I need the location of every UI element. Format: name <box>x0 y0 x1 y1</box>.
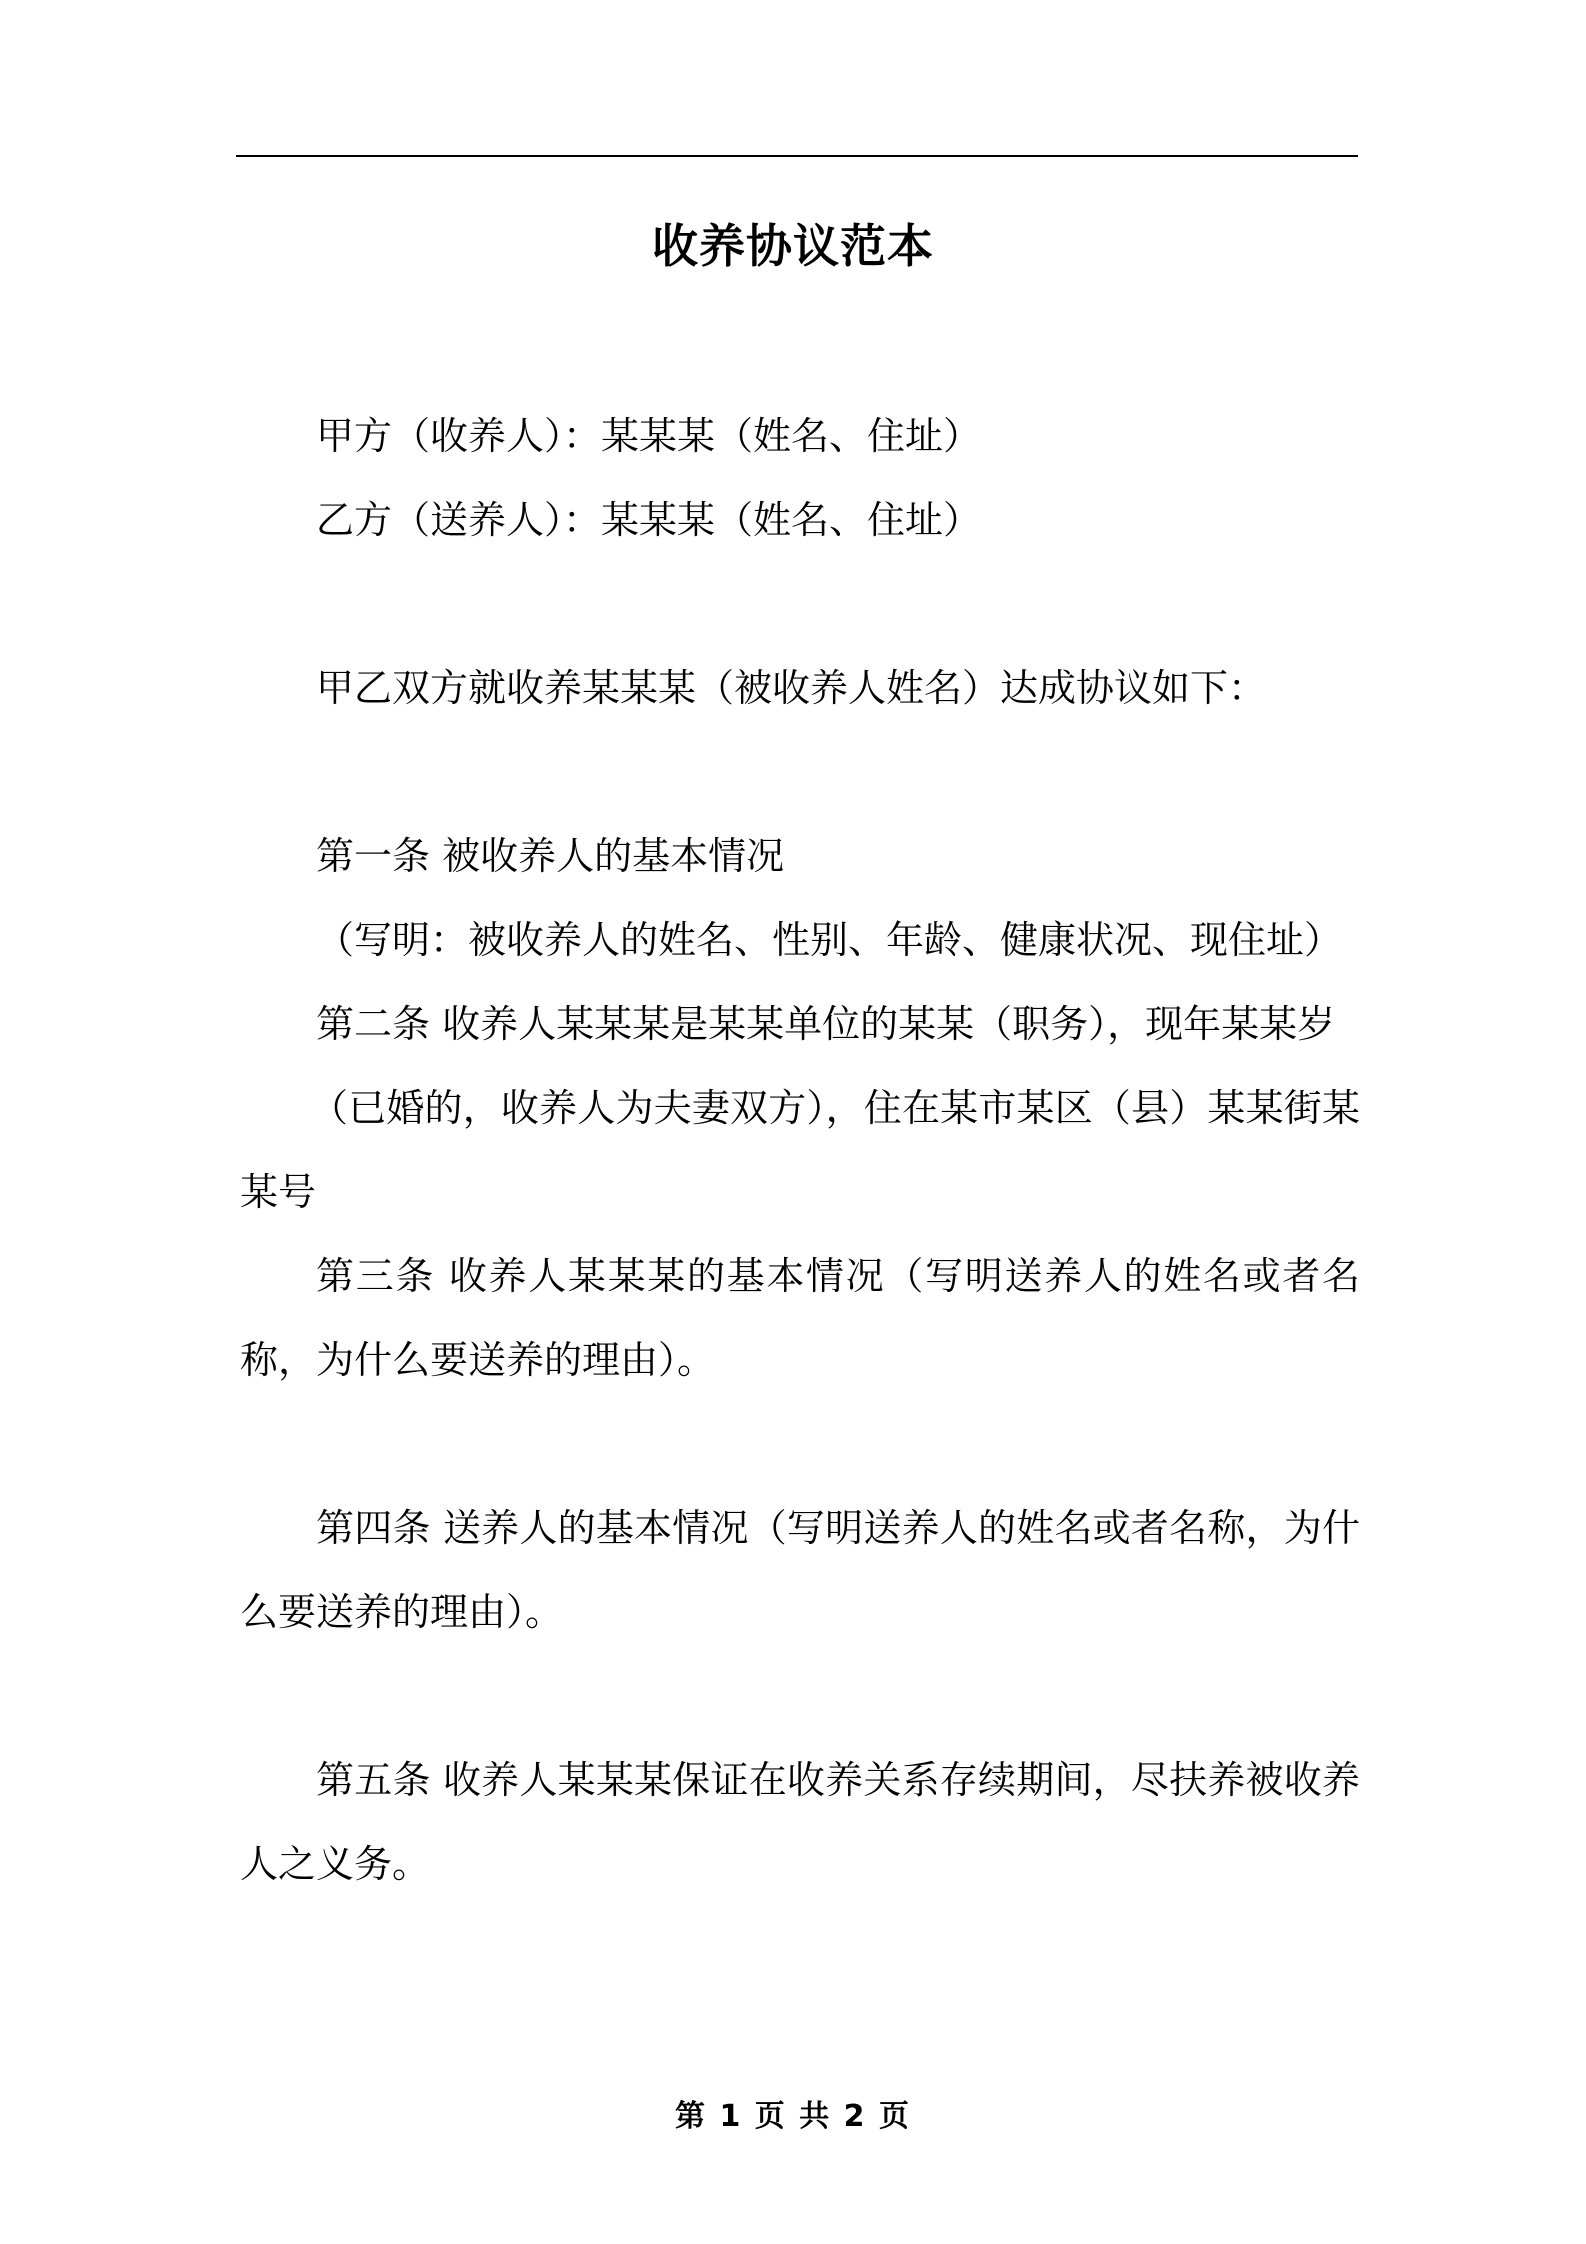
article-5: 第五条 收养人某某某保证在收养关系存续期间，尽扶养被收养人之义务。 <box>240 1758 1360 1886</box>
header-divider <box>236 155 1358 157</box>
party-b-line: 乙方（送养人）：某某某（姓名、住址） <box>316 498 982 542</box>
article-3: 第三条 收养人某某某的基本情况（写明送养人的姓名或者名称，为什么要送养的理由）。 <box>240 1254 1360 1382</box>
party-a-line: 甲方（收养人）：某某某（姓名、住址） <box>316 414 982 458</box>
page-number-footer: 第 1 页 共 2 页 <box>675 2099 911 2134</box>
article-4: 第四条 送养人的基本情况（写明送养人的姓名或者名称，为什么要送养的理由）。 <box>240 1506 1360 1634</box>
article-1-note: （写明：被收养人的姓名、性别、年龄、健康状况、现住址） <box>316 918 1343 962</box>
article-1-heading: 第一条 被收养人的基本情况 <box>316 834 785 878</box>
article-2-first-line: 第二条 收养人某某某是某某单位的某某（职务），现年某某岁 <box>316 1002 1336 1046</box>
article-2-continuation: （已婚的，收养人为夫妻双方），住在某市某区（县）某某街某某号 <box>240 1086 1360 1214</box>
agreement-intro: 甲乙双方就收养某某某（被收养人姓名）达成协议如下： <box>316 666 1267 710</box>
document-title: 收养协议范本 <box>652 219 934 273</box>
